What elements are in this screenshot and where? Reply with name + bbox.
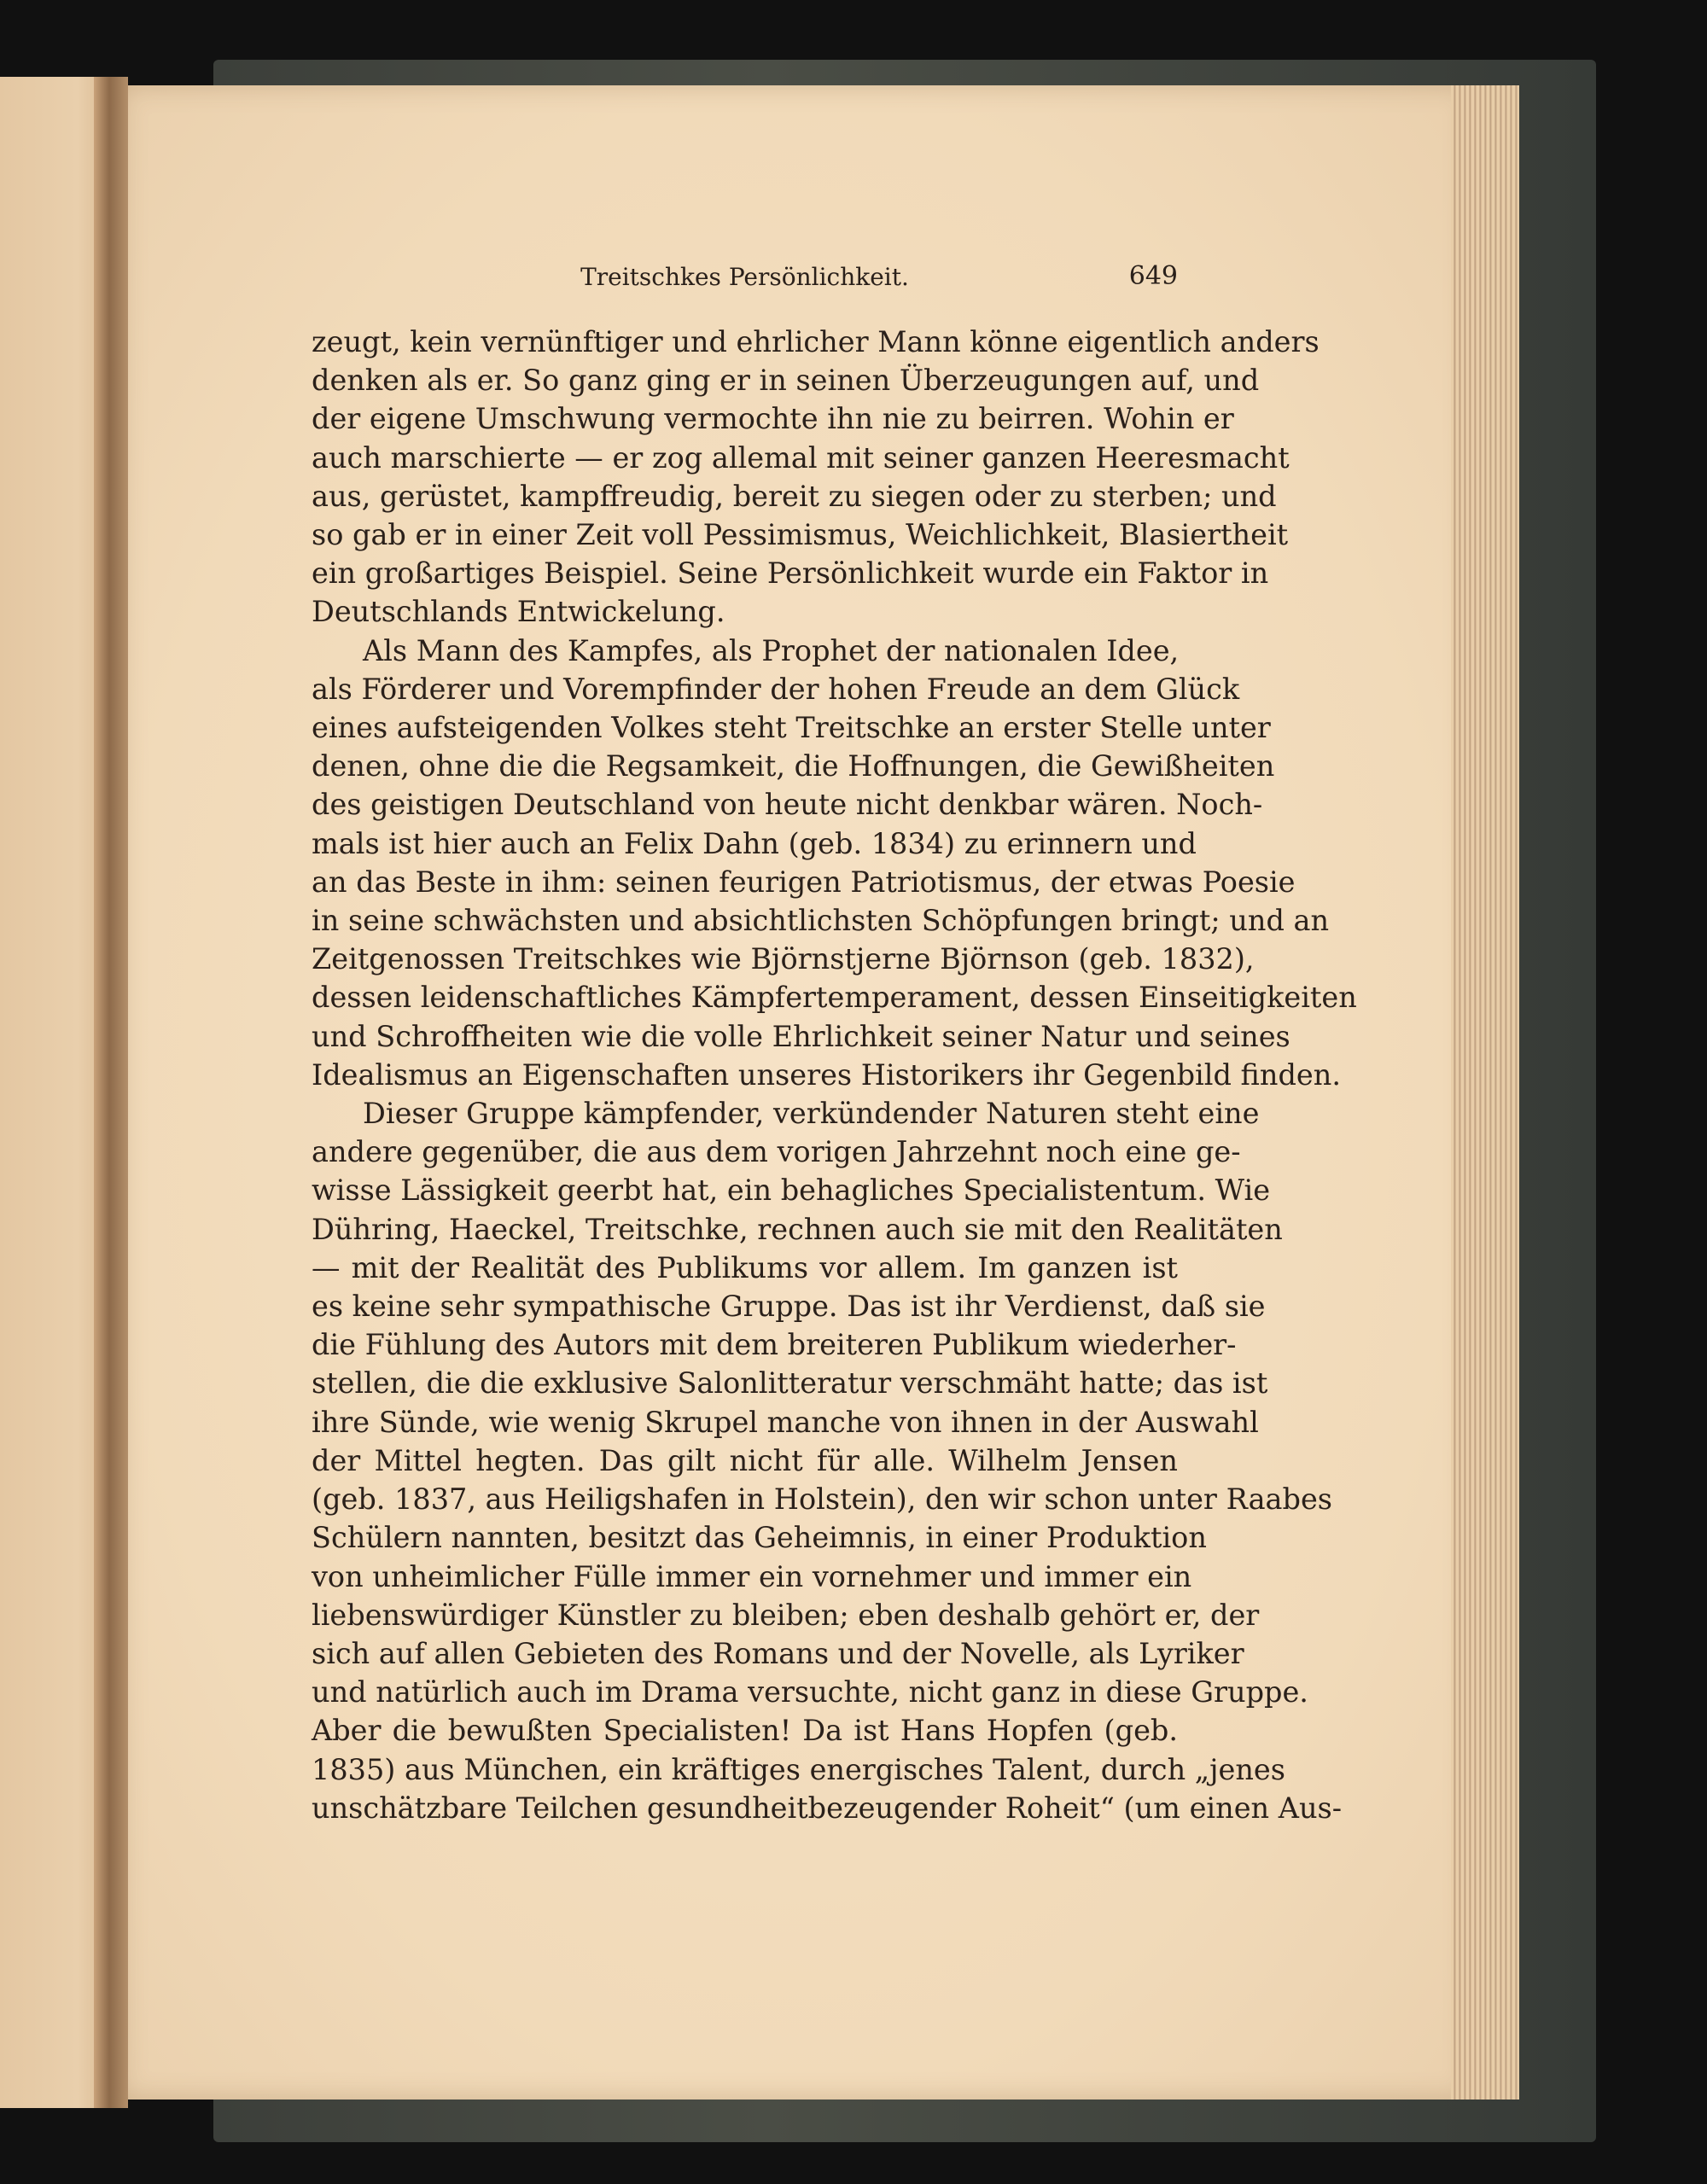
page-edges	[1451, 85, 1519, 2100]
text-line: zeugt, kein vernünftiger und ehrlicher Mann könne eigentlich anders	[312, 325, 1320, 358]
text-line: 1835) aus München, ein kräftiges energisches Talent, durch „jenes	[312, 1752, 1285, 1786]
text-line: und Schroffheiten wie die volle Ehrlichkeit seiner Natur und seines	[312, 1019, 1290, 1053]
text-line: Dieser Gruppe kämpfender, verkündender Naturen steht eine	[363, 1097, 1260, 1131]
text-line: in seine schwächsten und absichtlichsten Schöpfungen bringt; und an	[312, 904, 1330, 938]
text-line: es keine sehr sympathische Gruppe. Das ist ihr Verdienst, daß sie	[312, 1290, 1266, 1324]
text-line: sich auf allen Gebieten des Romans und der Novelle, als Lyriker	[312, 1636, 1244, 1670]
text-line: wisse Lässigkeit geerbt hat, ein behagliches Specialistentum. Wie	[312, 1174, 1271, 1208]
text-line: der eigene Umschwung vermochte ihn nie zu beirren. Wohin er	[312, 402, 1234, 436]
text-line: denken als er. So ganz ging er in seinen Überzeugungen auf, und	[312, 364, 1260, 398]
paragraph-2	[312, 632, 1357, 1094]
text-line: stellen, die die exklusive Salonlitteratur verschmäht hatte; das ist	[312, 1366, 1268, 1401]
text-line: mals ist hier auch an Felix Dahn (geb. 1834) zu erinnern und	[312, 826, 1197, 860]
text-line: von unheimlicher Fülle immer ein vornehmer und immer ein	[312, 1559, 1192, 1593]
text-line: des geistigen Deutschland von heute nicht denkbar wären. Noch-	[312, 788, 1263, 822]
text-line: ein großartiges Beispiel. Seine Persönlichkeit wurde ein Faktor in	[312, 556, 1269, 591]
text-line: andere gegenüber, die aus dem vorigen Jahrzehnt noch eine ge-	[312, 1135, 1241, 1169]
text-line: — mit der Realität des Publikums vor allem. Im ganzen ist	[312, 1250, 1178, 1284]
text-line: eines aufsteigenden Volkes steht Treitschke an erster Stelle unter	[312, 711, 1271, 745]
text-line: aus, gerüstet, kampffreudig, bereit zu siegen oder zu sterben; und	[312, 479, 1277, 513]
text-line: Schülern nannten, besitzt das Geheimnis, in einer Produktion	[312, 1521, 1207, 1555]
page-number: 649	[1128, 261, 1178, 291]
text-line: so gab er in einer Zeit voll Pessimismus, Weichlichkeit, Blasiertheit	[312, 518, 1289, 552]
running-title: Treitschkes Persönlichkeit.	[580, 263, 909, 291]
text-line: Als Mann des Kampfes, als Prophet der nationalen Idee,	[363, 633, 1180, 667]
text-line: unschätzbare Teilchen gesundheitbezeugender Roheit“ (um einen Aus-	[312, 1791, 1343, 1825]
text-line: ihre Sünde, wie wenig Skrupel manche von ihnen in der Auswahl	[312, 1405, 1259, 1439]
page-header	[312, 256, 1178, 299]
text-line: Idealismus an Eigenschaften unseres Historikers ihr Gegenbild finden.	[312, 1057, 1341, 1092]
paragraph-1	[312, 323, 1320, 632]
text-line: an das Beste in ihm: seinen feurigen Patriotismus, der etwas Poesie	[312, 865, 1296, 899]
book-gutter	[94, 77, 128, 2108]
page-text-block	[312, 256, 1357, 1827]
text-line: Deutschlands Entwickelung.	[312, 595, 725, 629]
text-line: auch marschierte — er zog allemal mit seiner ganzen Heeresmacht	[312, 440, 1290, 475]
text-line: (geb. 1837, aus Heiligshafen in Holstein), den wir schon unter Raabes	[312, 1482, 1332, 1517]
text-line: Zeitgenossen Treitschkes wie Björnstjerne Björnson (geb. 1832),	[312, 942, 1255, 976]
text-line: Aber die bewußten Specialisten! Da ist Hans Hopfen (geb.	[312, 1714, 1178, 1748]
text-line: die Fühlung des Autors mit dem breiteren Publikum wiederher-	[312, 1328, 1237, 1362]
text-line: als Förderer und Vorempfinder der hohen Freude an dem Glück	[312, 672, 1240, 706]
text-line: denen, ohne die die Regsamkeit, die Hoffnungen, die Gewißheiten	[312, 749, 1275, 783]
paragraph-3	[312, 1094, 1343, 1827]
text-line: dessen leidenschaftliches Kämpfertemperament, dessen Einseitigkeiten	[312, 981, 1357, 1015]
text-line: und natürlich auch im Drama versuchte, nicht ganz in diese Gruppe.	[312, 1675, 1308, 1709]
text-line: Dühring, Haeckel, Treitschke, rechnen auch sie mit den Realitäten	[312, 1212, 1283, 1246]
text-line: der Mittel hegten. Das gilt nicht für alle. Wilhelm Jensen	[312, 1443, 1178, 1477]
text-line: liebenswürdiger Künstler zu bleiben; eben deshalb gehört er, der	[312, 1598, 1260, 1632]
